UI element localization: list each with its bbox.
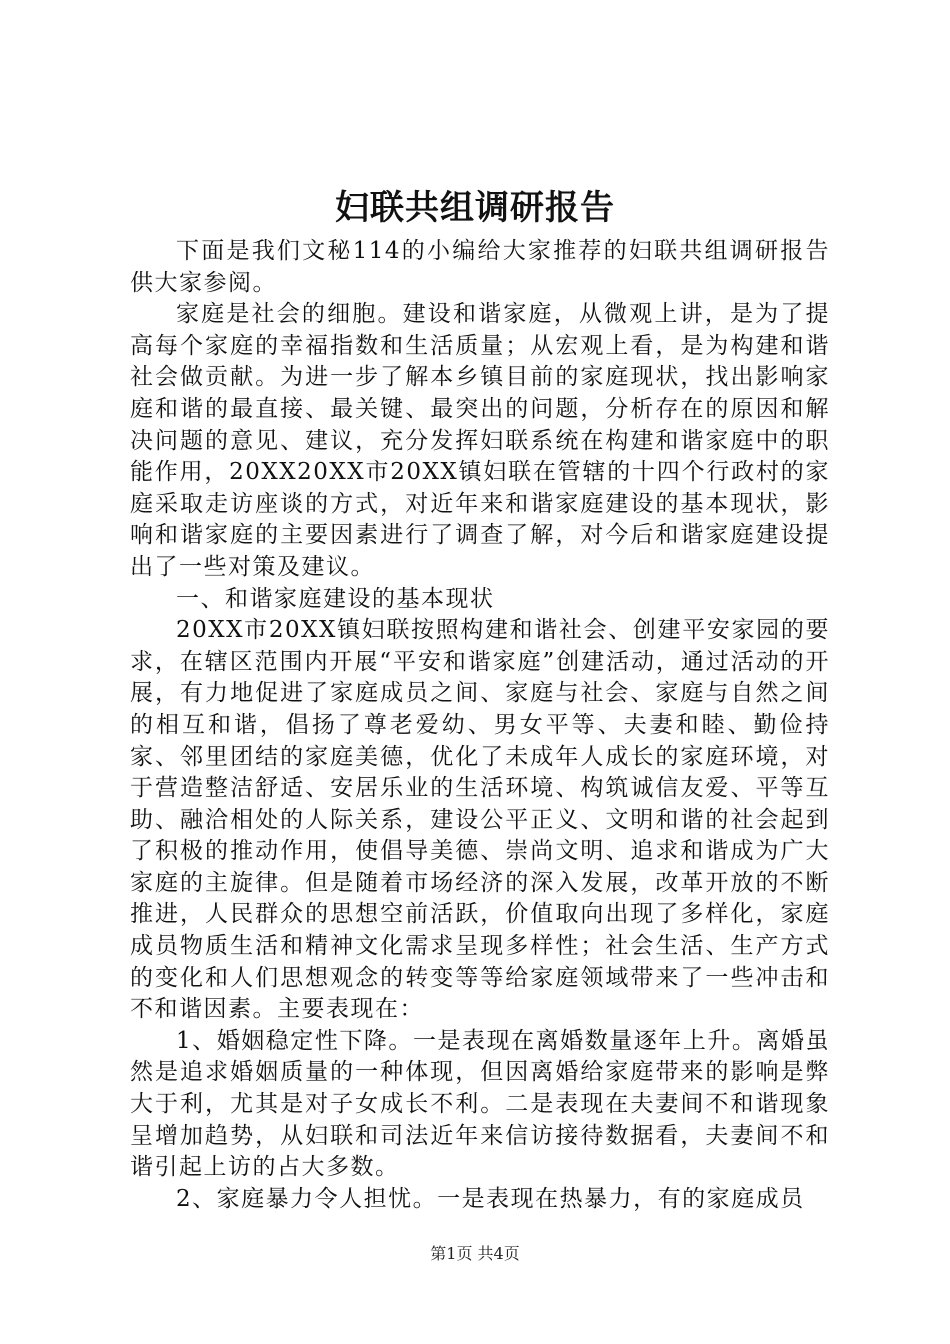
paragraph-item-1: 1、婚姻稳定性下降。一是表现在离婚数量逐年上升。离婚虽然是追求婚姻质量的一种体现，但因离婚给家庭带来的影响是弊大于利，尤其是对子女成长不利。二是表现在夫妻间不和谐现象呈增加趋势，从妇联和司法近年来信访接待数据看，夫妻间不和谐引起上访的占大多数。 (130, 1027, 830, 1181)
paragraph-intro: 下面是我们文秘114的小编给大家推荐的妇联共组调研报告供大家参阅。 (130, 238, 830, 296)
document-body (130, 236, 830, 1215)
paragraph-background: 家庭是社会的细胞。建设和谐家庭，从微观上讲，是为了提高每个家庭的幸福指数和生活质量；从宏观上看，是为构建和谐社会做贡献。为进一步了解本乡镇目前的家庭现状，找出影响家庭和谐的最直接、最关键、最突出的问题，分析存在的原因和解决问题的意见、建议，充分发挥妇联系统在构建和谐家庭中的职能作用，20XX20XX市20XX镇妇联在管辖的十四个行政村的家庭采取走访座谈的方式，对近年来和谐家庭建设的基本现状，影响和谐家庭的主要因素进行了调查了解，对今后和谐家庭建设提出了一些对策及建议。 (130, 301, 830, 580)
section-heading-1: 一、和谐家庭建设的基本现状 (176, 585, 495, 612)
paragraph-item-2: 2、家庭暴力令人担忧。一是表现在热暴力，有的家庭成员 (176, 1185, 805, 1212)
document-title: 妇联共组调研报告 (335, 188, 615, 228)
page-footer: 第1页 共4页 (430, 1244, 520, 1263)
paragraph-status: 20XX市20XX镇妇联按照构建和谐社会、创建平安家园的要求，在辖区范围内开展“平安和谐家庭”创建活动，通过活动的开展，有力地促进了家庭成员之间、家庭与社会、家庭与自然之间的相互和谐，倡扬了尊老爱幼、男女平等、夫妻和睦、勤俭持家、邻里团结的家庭美德，优化了未成年人成长的家庭环境，对于营造整洁舒适、安居乐业的生活环境、构筑诚信友爱、平等互助、融洽相处的人际关系，建设公平正义、文明和谐的社会起到了积极的推动作用，使倡导美德、崇尚文明、追求和谐成为广大家庭的主旋律。但是随着市场经济的深入发展，改革开放的不断推进，人民群众的思想空前活跃，价值取向出现了多样化，家庭成员物质生活和精神文化需求呈现多样性；社会生活、生产方式的变化和人们思想观念的转变等等给家庭领域带来了一些冲击和不和谐因素。主要表现在： (130, 617, 830, 1023)
